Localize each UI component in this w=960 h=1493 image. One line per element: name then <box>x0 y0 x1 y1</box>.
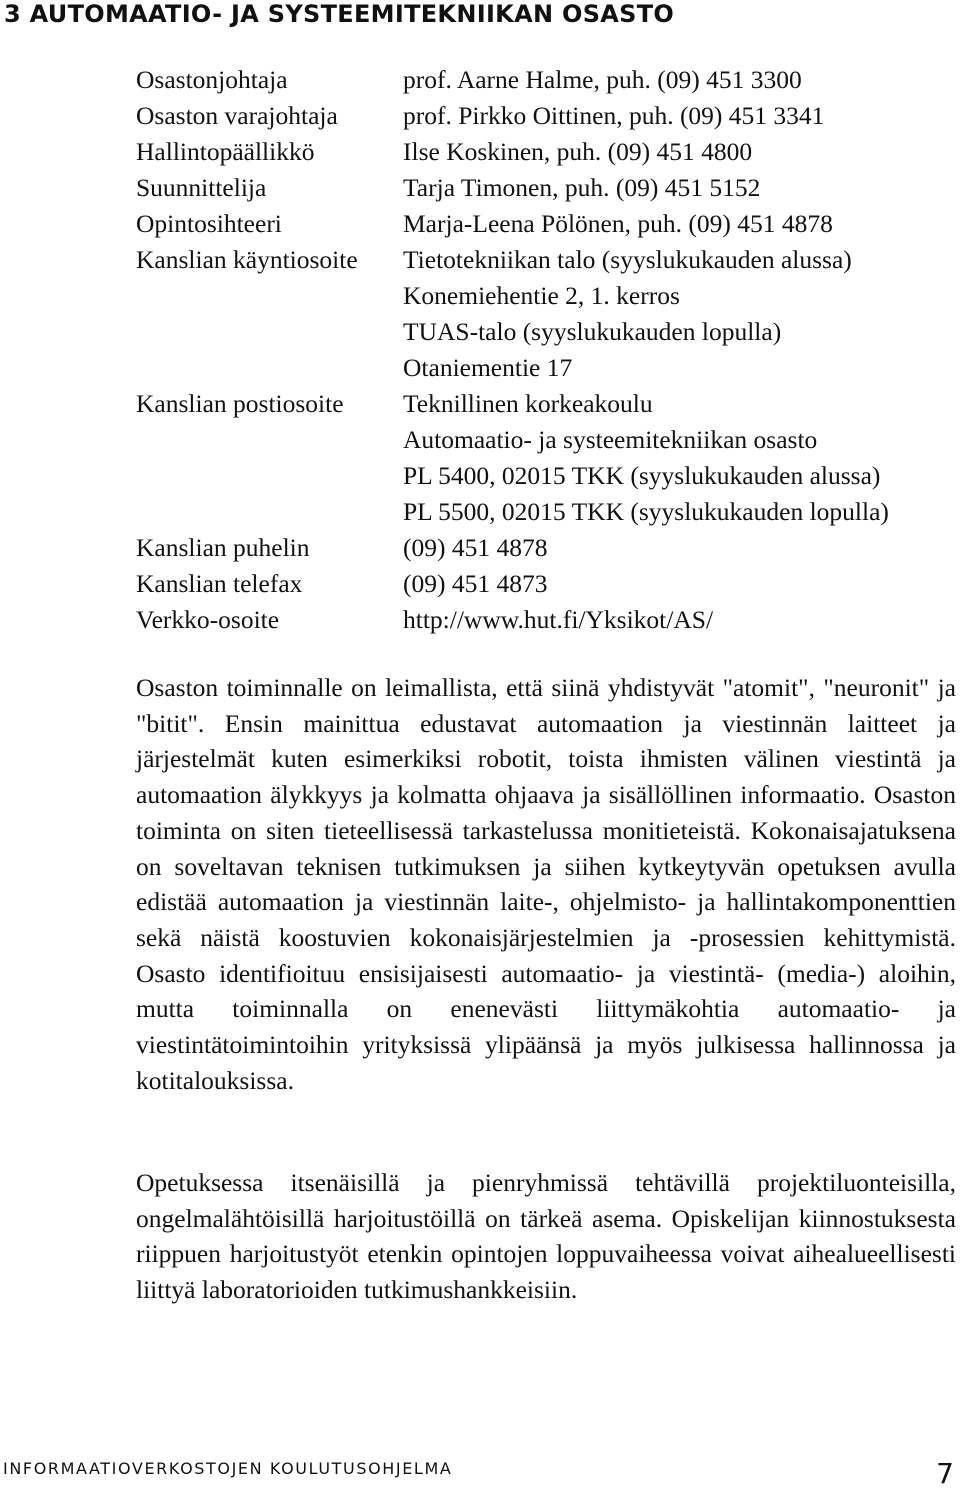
contact-label: Kanslian käyntiosoite <box>136 245 358 274</box>
contact-row-telefax <box>136 566 960 602</box>
contact-label: Opintosihteeri <box>136 209 282 238</box>
contact-value: (09) 451 4873 <box>403 569 548 598</box>
website-link[interactable]: http://www.hut.fi/Yksikot/AS/ <box>403 605 714 634</box>
contact-value: Ilse Koskinen, puh. (09) 451 4800 <box>403 137 753 166</box>
contact-label: Suunnittelija <box>136 173 267 202</box>
body-paragraph-1: Osaston toiminnalle on leimallista, että siinä yhdistyvät "atomit", "neuronit" ja "bitit". Ensin mainittua edustavat automaation ja viestinnän laitteet ja järjestelmät kuten esimerkiksi robotit, toista ihmisten välinen viestintä ja automaation älykkyys ja kolmatta ohjaava ja sisällöllinen informaatio. Osaston toiminta on siten tieteellisessä tarkastelussa monitieteistä. Kokonaisajatuksena on soveltavan teknisen tutkimuksen ja siihen kytkeytyvän opetuksen avulla edistää automaation ja viestinnän laite-, ohjelmisto- ja hallintakomponenttien sekä näistä koostuvien kokonaisjärjestelmien ja -prosessien kehittymistä. Osasto identifioituu ensisijaisesti automaatio- ja viestintä- (media-) aloihin, mutta toiminnalla on enenevästi liittymäkohtia automaatio- ja viestintätoimintoihin yrityksissä ylipäänsä ja myös julkisessa hallinnossa ja kotitalouksissa. <box>136 673 956 1095</box>
contact-label: Kanslian puhelin <box>136 533 310 562</box>
contact-label: Kanslian postiosoite <box>136 389 344 418</box>
contact-value: Teknillinen korkeakoulu <box>403 389 653 418</box>
contact-value: TUAS-talo (syyslukukauden lopulla) <box>403 317 782 346</box>
contact-row-kayntiosoite <box>136 242 960 386</box>
contact-label: Osastonjohtaja <box>136 65 288 94</box>
contact-row-suunnittelija <box>136 170 960 206</box>
contact-value: Automaatio- ja systeemitekniikan osasto <box>403 425 818 454</box>
contact-label: Verkko-osoite <box>136 605 280 634</box>
body-paragraph-2: Opetuksessa itsenäisillä ja pienryhmissä tehtävillä projektiluonteisilla, ongelmalähtöisillä harjoitustöillä on tärkeä asema. Opiskelijan kiinnostuksesta riippuen harjoitustyöt etenkin opintojen loppuvaiheessa voivat aihealueellisesti liittyä laboratorioiden tutkimushankkeisiin. <box>136 1168 956 1305</box>
contact-value: Otaniementie 17 <box>403 353 573 382</box>
contact-row-puhelin <box>136 530 960 566</box>
contact-value: Konemiehentie 2, 1. kerros <box>403 281 680 310</box>
contact-value: (09) 451 4878 <box>403 533 548 562</box>
contact-row-verkko-osoite <box>136 602 960 638</box>
contact-row-postiosoite <box>136 386 960 530</box>
contact-value: Tarja Timonen, puh. (09) 451 5152 <box>403 173 761 202</box>
contact-value: Marja-Leena Pölönen, puh. (09) 451 4878 <box>403 209 833 238</box>
contact-value: prof. Pirkko Oittinen, puh. (09) 451 3341 <box>403 101 825 130</box>
section-heading: 3 AUTOMAATIO- JA SYSTEEMITEKNIIKAN OSASTO <box>4 0 675 28</box>
contact-row-hallintopaallikko <box>136 134 960 170</box>
contact-value: PL 5400, 02015 TKK (syyslukukauden alussa) <box>403 461 881 490</box>
contact-label: Kanslian telefax <box>136 569 303 598</box>
contact-table <box>136 62 960 638</box>
contact-row-opintosihteeri <box>136 206 960 242</box>
contact-value: Tietotekniikan talo (syyslukukauden alussa) <box>403 245 852 274</box>
contact-label: Hallintopäällikkö <box>136 137 315 166</box>
page-number: 7 <box>936 1457 954 1490</box>
contact-value: PL 5500, 02015 TKK (syyslukukauden lopulla) <box>403 497 889 526</box>
footer-series-title: INFORMAATIOVERKOSTOJEN KOULUTUSOHJELMA <box>3 1459 453 1478</box>
contact-row-osastonjohtaja <box>136 62 960 98</box>
contact-row-varajohtaja <box>136 98 960 134</box>
contact-value: prof. Aarne Halme, puh. (09) 451 3300 <box>403 65 802 94</box>
contact-label: Osaston varajohtaja <box>136 101 338 130</box>
